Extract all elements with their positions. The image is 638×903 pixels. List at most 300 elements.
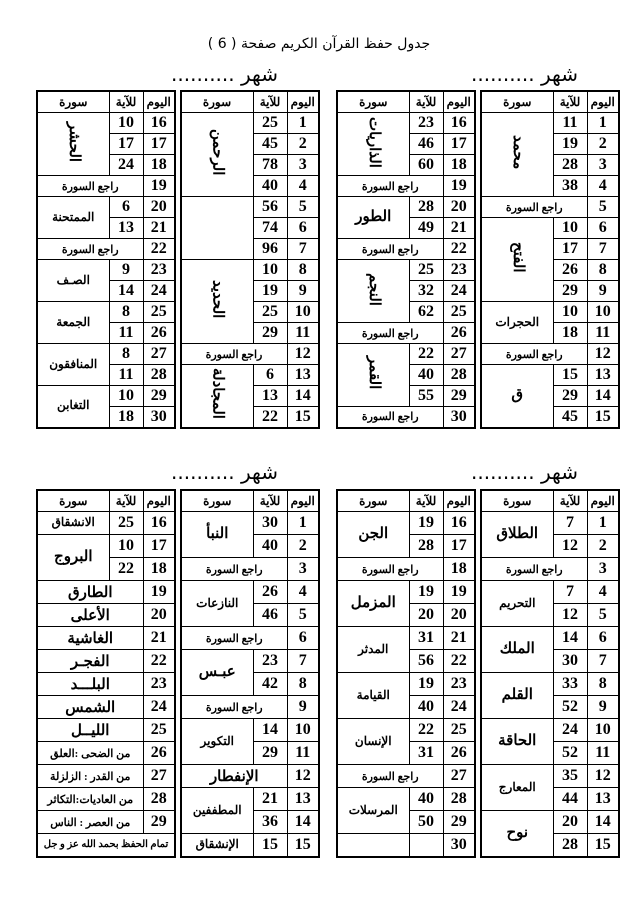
surah-name: المزمل xyxy=(350,594,396,611)
day-cell: 5 xyxy=(287,604,319,627)
ayah-cell: 25 xyxy=(109,512,143,535)
surah-cell xyxy=(37,512,109,535)
day-cell: 27 xyxy=(443,765,475,788)
surah-name: الصـف xyxy=(56,272,90,287)
day-cell: 1 xyxy=(287,512,319,535)
header-day: اليوم xyxy=(143,91,175,113)
surah-cell xyxy=(337,673,409,719)
day-cell: 2 xyxy=(587,535,619,558)
header-ayah: للآية xyxy=(109,490,143,512)
month-label-top-right: شهر .......... xyxy=(471,62,578,86)
table-row xyxy=(37,302,175,323)
day-cell: 21 xyxy=(143,627,175,650)
day-cell: 17 xyxy=(143,535,175,558)
surah-name: القمر xyxy=(365,356,382,390)
review-cell: من الضحى :العلق xyxy=(37,742,143,765)
day-cell: 11 xyxy=(587,742,619,765)
day-cell: 3 xyxy=(287,558,319,581)
ayah-cell: 40 xyxy=(409,788,443,811)
table-row xyxy=(37,811,175,834)
ayah-cell: 19 xyxy=(409,512,443,535)
surah-cell xyxy=(181,581,253,627)
surah-name: النجم xyxy=(365,272,382,306)
surah-name: الجمعة xyxy=(56,314,91,329)
surah-cell xyxy=(481,113,553,197)
table-row xyxy=(181,197,319,218)
ayah-cell: 13 xyxy=(109,218,143,239)
day-cell: 17 xyxy=(143,134,175,155)
ayah-cell: 10 xyxy=(553,302,587,323)
table-row xyxy=(181,581,319,604)
day-cell: 16 xyxy=(443,512,475,535)
ayah-cell: 40 xyxy=(409,365,443,386)
ayah-cell: 18 xyxy=(109,407,143,428)
header-day: اليوم xyxy=(443,91,475,113)
ayah-cell: 60 xyxy=(409,155,443,176)
header-sura: سورة xyxy=(337,91,409,113)
header-ayah: للآية xyxy=(409,91,443,113)
surah-cell xyxy=(337,113,409,176)
day-cell: 12 xyxy=(587,765,619,788)
ayah-cell: 14 xyxy=(553,627,587,650)
ayah-cell: 14 xyxy=(109,281,143,302)
surah-cell xyxy=(481,302,553,344)
day-cell: 10 xyxy=(287,719,319,742)
day-cell: 13 xyxy=(587,365,619,386)
table-header-row xyxy=(481,490,619,512)
table-row xyxy=(181,765,319,788)
review-cell: من العاديات:التكاثر xyxy=(37,788,143,811)
surah-name: ق xyxy=(511,387,524,404)
header-day: اليوم xyxy=(443,490,475,512)
day-cell: 7 xyxy=(587,650,619,673)
ayah-cell: 10 xyxy=(253,260,287,281)
table-header-row xyxy=(337,490,475,512)
table-row xyxy=(181,650,319,673)
day-cell: 14 xyxy=(287,386,319,407)
surah-cell xyxy=(481,512,553,558)
day-cell: 4 xyxy=(587,581,619,604)
surah-name: المعارج xyxy=(498,779,536,794)
ayah-cell: 29 xyxy=(553,281,587,302)
surah-cell xyxy=(337,260,409,323)
ayah-cell: 40 xyxy=(409,696,443,719)
day-cell: 6 xyxy=(287,627,319,650)
month-label-bottom-right: شهر .......... xyxy=(471,460,578,484)
day-cell: 19 xyxy=(443,176,475,197)
day-cell: 28 xyxy=(443,788,475,811)
ayah-cell: 28 xyxy=(553,155,587,176)
day-cell: 19 xyxy=(143,176,175,197)
ayah-cell: 19 xyxy=(409,581,443,604)
ayah-cell: 10 xyxy=(553,218,587,239)
ayah-cell xyxy=(409,834,443,857)
table-row xyxy=(337,260,475,281)
day-cell: 26 xyxy=(143,742,175,765)
surah-cell: البلـــد xyxy=(37,673,143,696)
day-cell: 19 xyxy=(443,581,475,604)
table-row xyxy=(37,239,175,260)
ayah-cell: 8 xyxy=(109,302,143,323)
ayah-cell: 28 xyxy=(409,197,443,218)
day-cell: 26 xyxy=(443,742,475,765)
surah-cell xyxy=(181,650,253,696)
day-cell: 5 xyxy=(587,197,619,218)
day-cell: 14 xyxy=(587,811,619,834)
ayah-cell: 29 xyxy=(553,386,587,407)
table-row xyxy=(37,386,175,407)
ayah-cell: 25 xyxy=(409,260,443,281)
table-row xyxy=(481,302,619,323)
day-cell: 17 xyxy=(443,134,475,155)
surah-cell xyxy=(481,673,553,719)
table-row xyxy=(337,558,475,581)
ayah-cell: 38 xyxy=(553,176,587,197)
surah-name: الحاقة xyxy=(498,732,537,749)
table-row xyxy=(481,558,619,581)
day-cell: 15 xyxy=(587,834,619,857)
day-cell: 10 xyxy=(587,302,619,323)
table-row xyxy=(181,834,319,857)
ayah-cell: 42 xyxy=(253,673,287,696)
day-cell: 6 xyxy=(587,627,619,650)
day-cell: 2 xyxy=(287,535,319,558)
table-row xyxy=(37,535,175,558)
review-cell: راجع السورة xyxy=(337,407,443,428)
table-row xyxy=(37,604,175,627)
ayah-cell: 26 xyxy=(553,260,587,281)
surah-name: الفتح xyxy=(509,242,526,273)
surah-cell xyxy=(337,788,409,834)
table-row xyxy=(337,323,475,344)
ayah-cell: 78 xyxy=(253,155,287,176)
table-row xyxy=(37,788,175,811)
day-cell: 25 xyxy=(443,302,475,323)
ayah-cell: 22 xyxy=(409,719,443,742)
header-sura: سورة xyxy=(37,91,109,113)
day-cell: 10 xyxy=(587,719,619,742)
day-cell: 12 xyxy=(287,344,319,365)
ayah-cell: 52 xyxy=(553,742,587,765)
surah-cell xyxy=(481,811,553,857)
ayah-cell: 10 xyxy=(109,386,143,407)
header-day: اليوم xyxy=(587,91,619,113)
surah-cell xyxy=(181,365,253,428)
day-cell: 28 xyxy=(443,365,475,386)
header-day: اليوم xyxy=(287,91,319,113)
day-cell: 10 xyxy=(287,302,319,323)
surah-cell: الفجـر xyxy=(37,650,143,673)
page-title: جدول حفظ القرآن الكريم صفحة ( 6 ) xyxy=(207,36,431,52)
ayah-cell: 74 xyxy=(253,218,287,239)
header-ayah: للآية xyxy=(553,91,587,113)
table-header-row xyxy=(337,91,475,113)
surah-name: الحجرات xyxy=(495,314,540,329)
surah-cell xyxy=(337,627,409,673)
day-cell: 26 xyxy=(143,323,175,344)
ayah-cell: 12 xyxy=(553,535,587,558)
surah-name: محمد xyxy=(509,135,526,170)
table-row xyxy=(37,719,175,742)
day-cell: 27 xyxy=(143,344,175,365)
table-row xyxy=(481,627,619,650)
table-row xyxy=(337,788,475,811)
table-row xyxy=(337,627,475,650)
review-cell: راجع السورة xyxy=(337,323,443,344)
surah-cell xyxy=(37,344,109,386)
schedule-table-top-right-a xyxy=(480,90,620,429)
table-row xyxy=(337,719,475,742)
day-cell: 21 xyxy=(443,218,475,239)
surah-name: المدثر xyxy=(358,641,389,656)
surah-cell xyxy=(481,719,553,765)
review-cell: من العصر : الناس xyxy=(37,811,143,834)
table-row xyxy=(481,197,619,218)
ayah-cell: 31 xyxy=(409,627,443,650)
header-sura: سورة xyxy=(181,490,253,512)
surah-name: التكوير xyxy=(200,733,234,748)
table-row xyxy=(481,673,619,696)
schedule-table-top-left-a xyxy=(180,90,320,429)
table-row xyxy=(481,365,619,386)
header-day: اليوم xyxy=(143,490,175,512)
day-cell: 9 xyxy=(587,281,619,302)
ayah-cell: 10 xyxy=(109,535,143,558)
surah-cell xyxy=(37,386,109,428)
table-row xyxy=(337,176,475,197)
table-header-row xyxy=(181,490,319,512)
table-row xyxy=(181,719,319,742)
ayah-cell: 8 xyxy=(109,344,143,365)
day-cell: 20 xyxy=(443,604,475,627)
ayah-cell: 23 xyxy=(409,113,443,134)
surah-name: القيامة xyxy=(356,687,390,702)
ayah-cell: 45 xyxy=(553,407,587,428)
surah-name: الجن xyxy=(358,525,389,542)
day-cell: 12 xyxy=(287,765,319,788)
day-cell: 16 xyxy=(143,512,175,535)
day-cell: 15 xyxy=(587,407,619,428)
ayah-cell: 29 xyxy=(253,742,287,765)
ayah-cell: 96 xyxy=(253,239,287,260)
ayah-cell: 56 xyxy=(409,650,443,673)
review-cell: راجع السورة xyxy=(481,197,587,218)
day-cell: 4 xyxy=(287,581,319,604)
day-cell: 13 xyxy=(587,788,619,811)
ayah-cell: 19 xyxy=(553,134,587,155)
ayah-cell: 44 xyxy=(553,788,587,811)
ayah-cell: 52 xyxy=(553,696,587,719)
day-cell: 30 xyxy=(143,407,175,428)
surah-cell xyxy=(181,113,253,197)
ayah-cell: 30 xyxy=(253,512,287,535)
ayah-cell: 19 xyxy=(409,673,443,696)
ayah-cell: 25 xyxy=(253,113,287,134)
surah-cell xyxy=(337,719,409,765)
surah-name: النازعات xyxy=(196,595,239,610)
ayah-cell: 6 xyxy=(109,197,143,218)
surah-name: نوح xyxy=(506,824,529,841)
review-cell: راجع السورة xyxy=(37,239,143,260)
surah-cell xyxy=(337,344,409,407)
review-cell: راجع السورة xyxy=(181,696,287,719)
review-cell: راجع السورة xyxy=(481,344,587,365)
table-row xyxy=(481,719,619,742)
day-cell: 8 xyxy=(587,260,619,281)
surah-name: النبأ xyxy=(206,525,229,542)
ayah-cell: 62 xyxy=(409,302,443,323)
ayah-cell: 22 xyxy=(109,558,143,581)
table-row xyxy=(37,581,175,604)
table-row xyxy=(181,113,319,134)
day-cell: 6 xyxy=(587,218,619,239)
day-cell: 23 xyxy=(443,673,475,696)
month-label-top-left: شهر .......... xyxy=(171,62,278,86)
schedule-table-top-right-b xyxy=(336,90,476,429)
day-cell: 5 xyxy=(287,197,319,218)
surah-cell: الشمس xyxy=(37,696,143,719)
header-sura: سورة xyxy=(481,490,553,512)
ayah-cell: 7 xyxy=(553,581,587,604)
ayah-cell: 49 xyxy=(409,218,443,239)
review-cell: راجع السورة xyxy=(337,239,443,260)
day-cell: 25 xyxy=(443,719,475,742)
table-row xyxy=(481,765,619,788)
header-sura: سورة xyxy=(37,490,109,512)
table-row xyxy=(37,176,175,197)
day-cell: 29 xyxy=(143,386,175,407)
header-day: اليوم xyxy=(587,490,619,512)
ayah-cell: 40 xyxy=(253,176,287,197)
day-cell: 18 xyxy=(143,155,175,176)
day-cell: 22 xyxy=(443,239,475,260)
day-cell: 1 xyxy=(287,113,319,134)
surah-name: البروج xyxy=(54,548,93,565)
ayah-cell: 13 xyxy=(253,386,287,407)
day-cell: 1 xyxy=(587,113,619,134)
surah-cell xyxy=(181,788,253,834)
surah-cell xyxy=(181,260,253,344)
table-row xyxy=(37,696,175,719)
day-cell: 25 xyxy=(143,302,175,323)
surah-name: الإنسان xyxy=(354,733,392,748)
day-cell: 30 xyxy=(443,834,475,857)
review-cell: راجع السورة xyxy=(181,558,287,581)
ayah-cell: 45 xyxy=(253,134,287,155)
day-cell: 24 xyxy=(443,281,475,302)
table-header-row xyxy=(37,91,175,113)
day-cell: 4 xyxy=(287,176,319,197)
ayah-cell: 50 xyxy=(409,811,443,834)
day-cell: 5 xyxy=(587,604,619,627)
day-cell: 22 xyxy=(143,650,175,673)
surah-cell xyxy=(481,627,553,673)
schedule-table-bottom-right-a xyxy=(480,489,620,858)
table-header-row xyxy=(181,91,319,113)
surah-cell xyxy=(481,765,553,811)
ayah-cell: 24 xyxy=(553,719,587,742)
day-cell: 7 xyxy=(587,239,619,260)
table-row xyxy=(37,197,175,218)
surah-cell xyxy=(337,197,409,239)
header-ayah: للآية xyxy=(553,490,587,512)
day-cell: 26 xyxy=(443,323,475,344)
review-cell: راجع السورة xyxy=(337,765,443,788)
table-row xyxy=(481,113,619,134)
schedule-table-bottom-left-b xyxy=(36,489,176,858)
table-row xyxy=(37,512,175,535)
surah-cell xyxy=(181,719,253,765)
surah-name: عبـس xyxy=(198,663,236,680)
table-row xyxy=(181,260,319,281)
ayah-cell: 17 xyxy=(553,239,587,260)
review-cell: من القدر : الزلزلة xyxy=(37,765,143,788)
table-row xyxy=(481,811,619,834)
ayah-cell: 9 xyxy=(109,260,143,281)
surah-cell xyxy=(337,581,409,627)
surah-name: الإنشقاق xyxy=(195,836,239,851)
surah-name: المطففين xyxy=(192,802,242,817)
day-cell: 27 xyxy=(443,344,475,365)
day-cell: 7 xyxy=(287,650,319,673)
surah-name: المنافقون xyxy=(49,356,98,371)
surah-cell xyxy=(181,512,253,558)
surah-name: الحديد xyxy=(209,280,226,319)
surah-cell xyxy=(37,260,109,302)
ayah-cell: 46 xyxy=(409,134,443,155)
day-cell: 15 xyxy=(287,834,319,857)
completion-note: تمام الحفظ بحمد الله عز و جل xyxy=(37,834,175,857)
day-cell: 8 xyxy=(587,673,619,696)
day-cell: 23 xyxy=(143,260,175,281)
surah-name: الطلاق xyxy=(496,525,539,542)
table-row xyxy=(337,407,475,428)
table-row xyxy=(181,627,319,650)
ayah-cell: 25 xyxy=(253,302,287,323)
ayah-cell: 17 xyxy=(109,134,143,155)
surah-name: الملك xyxy=(499,640,535,657)
day-cell: 7 xyxy=(287,239,319,260)
surah-name: المرسلات xyxy=(348,802,398,817)
table-row xyxy=(37,673,175,696)
ayah-cell: 35 xyxy=(553,765,587,788)
table-row xyxy=(337,765,475,788)
review-cell: راجع السورة xyxy=(37,176,143,197)
ayah-cell: 32 xyxy=(409,281,443,302)
header-ayah: للآية xyxy=(253,91,287,113)
surah-name: الممتحنة xyxy=(52,209,95,224)
table-row xyxy=(181,365,319,386)
table-row xyxy=(37,765,175,788)
ayah-cell: 12 xyxy=(553,604,587,627)
table-row xyxy=(181,512,319,535)
schedule-table-top-left-b xyxy=(36,90,176,429)
ayah-cell: 40 xyxy=(253,535,287,558)
day-cell: 19 xyxy=(143,581,175,604)
table-row xyxy=(37,113,175,134)
month-label-bottom-left: شهر .......... xyxy=(171,460,278,484)
surah-cell: الطارق xyxy=(37,581,143,604)
table-row xyxy=(481,218,619,239)
day-cell: 11 xyxy=(587,323,619,344)
surah-cell xyxy=(37,113,109,176)
ayah-cell: 24 xyxy=(109,155,143,176)
ayah-cell: 15 xyxy=(553,365,587,386)
day-cell: 28 xyxy=(143,788,175,811)
day-cell: 14 xyxy=(287,811,319,834)
table-row xyxy=(37,834,175,857)
day-cell: 22 xyxy=(143,239,175,260)
